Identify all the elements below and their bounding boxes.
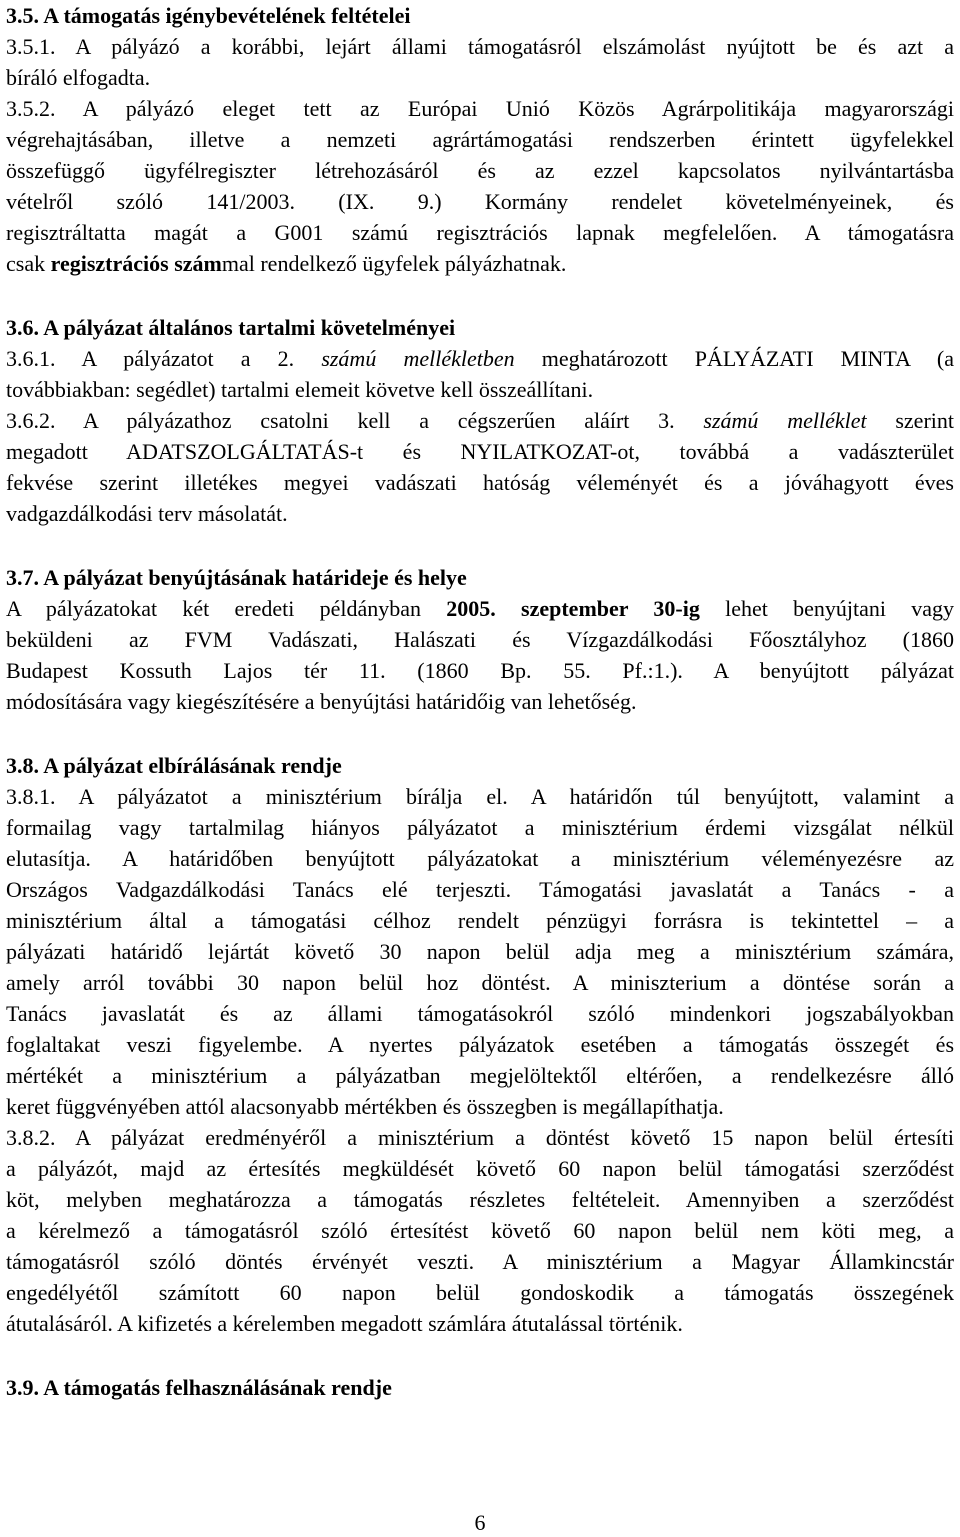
section-heading-3-9: 3.9. A támogatás felhasználásának rendje <box>6 1375 392 1400</box>
paragraph-3-5-2-line: végrehajtásában, illetve a nemzeti agrártámogatási rendszerben érintett ügyfelekkel <box>6 127 954 152</box>
paragraph-3-7-line <box>6 593 954 624</box>
text-run: mal rendelkező ügyfelek pályázhatnak. <box>221 251 567 276</box>
paragraph-3-8-2-line: köt, melyben meghatározza a támogatás részletes feltételeit. Amennyiben a szerződést <box>6 1187 954 1212</box>
paragraph-3-8-2-line: a kérelmező a támogatásról szóló értesítést követő 60 napon belül nem köti meg, a <box>6 1218 954 1243</box>
text-run: csak <box>6 251 51 276</box>
section-heading-3-5: 3.5. A támogatás igénybevételének feltételei <box>6 3 411 28</box>
paragraph-3-5-2-last-line <box>6 248 954 279</box>
paragraph-3-8-2-line: a pályázót, majd az értesítés megküldését követő 60 napon belül támogatási szerződést <box>6 1156 954 1181</box>
paragraph-3-8-2-line: támogatásról szóló döntés érvényét veszti. A minisztérium a Magyar Államkincstár <box>6 1249 954 1274</box>
bold-term: regisztrációs szám <box>50 251 222 276</box>
paragraph-3-8-1-line: amely arról további 30 napon belül hoz döntést. A miniszterium a döntése során a <box>6 970 954 995</box>
paragraph-3-6-1-line: továbbiakban: segédlet) tartalmi elemeit követve kell összeállítani. <box>6 377 594 402</box>
paragraph-3-8-2-line: átutalásáról. A kifizetés a kérelemben megadott számlára átutalással történik. <box>6 1311 683 1336</box>
text-run: 3.6.1. A pályázatot a 2. <box>6 346 322 371</box>
paragraph-3-8-1-line: minisztérium által a támogatási célhoz rendelt pénzügyi forrásra is tekintettel – a <box>6 908 954 933</box>
paragraph-3-8-1-line: pályázati határidő lejártát követő 30 napon belül adja meg a minisztérium számára, <box>6 939 954 964</box>
paragraph-3-5-2-line: 3.5.2. A pályázó eleget tett az Európai Unió Közös Agrárpolitikája magyarországi <box>6 96 954 121</box>
paragraph-3-6-2-line: fekvése szerint illetékes megyei vadászati hatóság véleményét és a jóváhagyott éves <box>6 470 954 495</box>
section-heading-3-6: 3.6. A pályázat általános tartalmi követelményei <box>6 315 456 340</box>
text-run: lehet benyújtani vagy <box>699 596 955 621</box>
text-run: meghatározott PÁLYÁZATI MINTA (a <box>514 346 955 371</box>
italic-reference: számú melléklet <box>703 408 867 433</box>
paragraph-3-7-line: Budapest Kossuth Lajos tér 11. (1860 Bp. 55. Pf.:1.). A benyújtott pályázat <box>6 658 954 683</box>
section-heading-3-8: 3.8. A pályázat elbírálásának rendje <box>6 753 342 778</box>
deadline-date: 2005. szeptember 30-ig <box>446 596 700 621</box>
paragraph-3-6-1-line <box>6 343 954 374</box>
paragraph-3-8-2-line: engedélyétől számított 60 napon belül gondoskodik a támogatás összegének <box>6 1280 954 1305</box>
paragraph-3-5-2-line: regisztráltatta magát a G001 számú regisztrációs lapnak megfelelően. A támogatásra <box>6 220 954 245</box>
paragraph-3-8-1-line: mértékét a minisztérium a pályázatban megjelöltektől eltérően, a rendelkezésre álló <box>6 1063 954 1088</box>
paragraph-3-7-line: módosítására vagy kiegészítésére a benyújtási határidőig van lehetőség. <box>6 689 637 714</box>
paragraph-3-8-1-line: elutasítja. A határidőben benyújtott pályázatokat a minisztérium véleményezésre az <box>6 846 954 871</box>
text-run: szerint <box>866 408 954 433</box>
paragraph-3-5-2-line: vételről szóló 141/2003. (IX. 9.) Kormány rendelet követelményeinek, és <box>6 189 954 214</box>
paragraph-3-8-1-line: keret függvényében attól alacsonyabb mértékben és összegben is megállapíthatja. <box>6 1094 724 1119</box>
paragraph-3-8-1-line: foglaltakat veszi figyelembe. A nyertes pályázatok esetében a támogatás összegét és <box>6 1032 954 1057</box>
paragraph-3-5-1-line: 3.5.1. A pályázó a korábbi, lejárt állami támogatásról elszámolást nyújtott be és azt a <box>6 34 954 59</box>
paragraph-3-8-2-line: 3.8.2. A pályázat eredményéről a minisztérium a döntést követő 15 napon belül értesíti <box>6 1125 954 1150</box>
paragraph-3-8-1-line: 3.8.1. A pályázatot a minisztérium bírálja el. A határidőn túl benyújtott, valamint a <box>6 784 954 809</box>
paragraph-3-8-1-line: Tanács javaslatát és az állami támogatásokról szóló mindenkori jogszabályokban <box>6 1001 954 1026</box>
paragraph-3-6-2-line: megadott ADATSZOLGÁLTATÁS-t és NYILATKOZAT-ot, továbbá a vadászterület <box>6 439 954 464</box>
paragraph-3-5-1-line: bíráló elfogadta. <box>6 65 151 90</box>
paragraph-3-8-1-line: Országos Vadgazdálkodási Tanács elé terjeszti. Támogatási javaslatát a Tanács - a <box>6 877 954 902</box>
section-heading-3-7: 3.7. A pályázat benyújtásának határideje és helye <box>6 565 467 590</box>
text-run: A pályázatokat két eredeti példányban <box>6 596 447 621</box>
italic-reference: számú mellékletben <box>321 346 515 371</box>
paragraph-3-6-2-line: vadgazdálkodási terv másolatát. <box>6 501 288 526</box>
page-number: 6 <box>474 1510 486 1535</box>
paragraph-3-8-1-line: formailag vagy tartalmilag hiányos pályázatot a minisztérium érdemi vizsgálat nélkül <box>6 815 954 840</box>
paragraph-3-5-2-line: összefüggő ügyfélregiszter létrehozásáról és az ezzel kapcsolatos nyilvántartásba <box>6 158 954 183</box>
paragraph-3-6-2-line <box>6 405 954 436</box>
paragraph-3-7-line: beküldeni az FVM Vadászati, Halászati és Vízgazdálkodási Főosztályhoz (1860 <box>6 627 954 652</box>
text-run: 3.6.2. A pályázathoz csatolni kell a cégszerűen aláírt 3. <box>6 408 704 433</box>
